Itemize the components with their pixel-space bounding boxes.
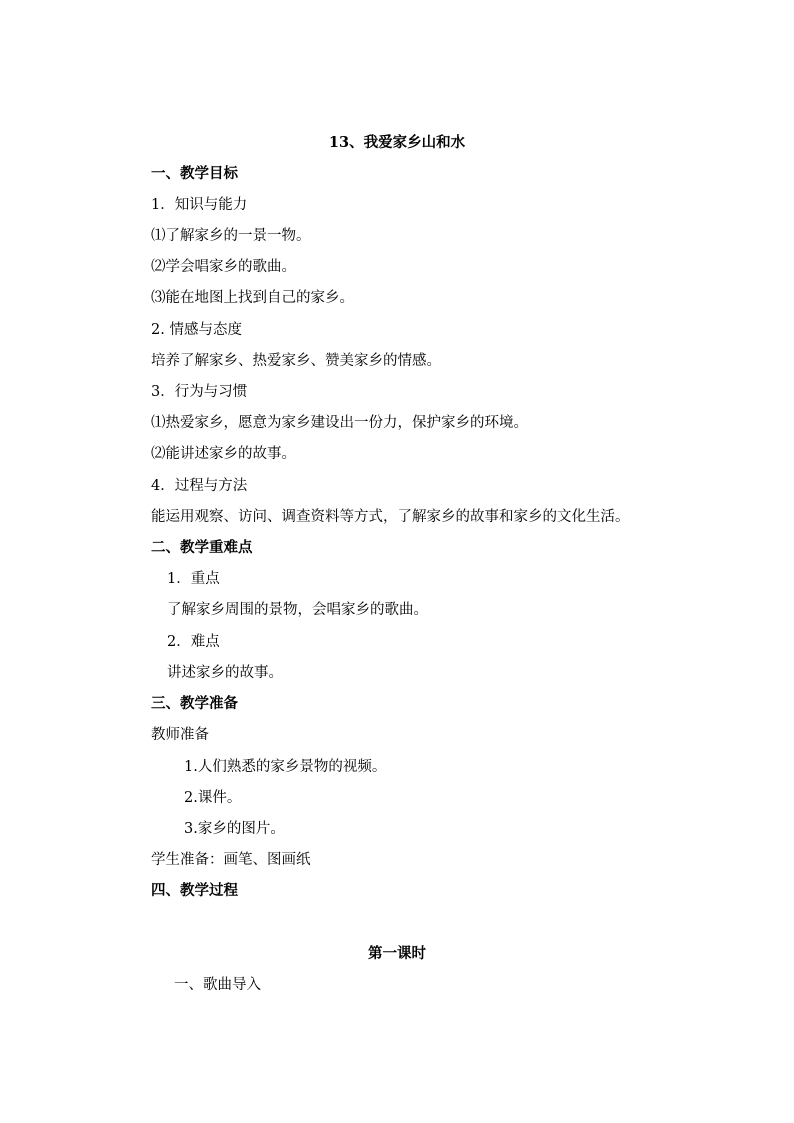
- lesson-heading: 第一课时: [368, 945, 426, 962]
- goals-heading: 一、教学目标: [151, 165, 238, 182]
- preparation-heading: 三、教学准备: [151, 695, 238, 712]
- behavior-item: ⑵能讲述家乡的故事。: [151, 446, 296, 462]
- emotion-heading: 2. 情感与态度: [151, 322, 242, 338]
- difficulty-text: 讲述家乡的故事。: [167, 665, 283, 681]
- knowledge-item: ⑵学会唱家乡的歌曲。: [151, 259, 296, 275]
- student-prep: 学生准备：画笔、图画纸: [151, 852, 311, 868]
- teacher-prep-heading: 教师准备: [151, 727, 209, 743]
- process-heading: 4．过程与方法: [151, 478, 248, 494]
- teacher-prep-item: 3.家乡的图片。: [184, 821, 285, 837]
- process-text: 能运用观察、访问、调查资料等方式，了解家乡的故事和家乡的文化生活。: [151, 509, 630, 525]
- key-difficulty-heading: 二、教学重难点: [151, 539, 253, 556]
- key-point-heading: 1．重点: [167, 571, 220, 587]
- teacher-prep-item: 1.人们熟悉的家乡景物的视频。: [184, 759, 387, 775]
- document-title: 13、我爱家乡山和水: [328, 134, 466, 151]
- difficulty-heading: 2．难点: [167, 634, 220, 650]
- knowledge-item: ⑶能在地图上找到自己的家乡。: [151, 290, 354, 306]
- knowledge-heading: 1．知识与能力: [151, 197, 248, 213]
- behavior-item: ⑴热爱家乡，愿意为家乡建设出一份力，保护家乡的环境。: [151, 415, 528, 431]
- key-point-text: 了解家乡周围的景物，会唱家乡的歌曲。: [167, 602, 428, 618]
- behavior-heading: 3．行为与习惯: [151, 384, 248, 400]
- teacher-prep-item: 2.课件。: [184, 790, 242, 806]
- lesson-step: 一、歌曲导入: [174, 977, 261, 993]
- emotion-text: 培养了解家乡、热爱家乡、赞美家乡的情感。: [151, 353, 441, 369]
- knowledge-item: ⑴了解家乡的一景一物。: [151, 228, 311, 244]
- teaching-process-heading: 四、教学过程: [151, 882, 238, 899]
